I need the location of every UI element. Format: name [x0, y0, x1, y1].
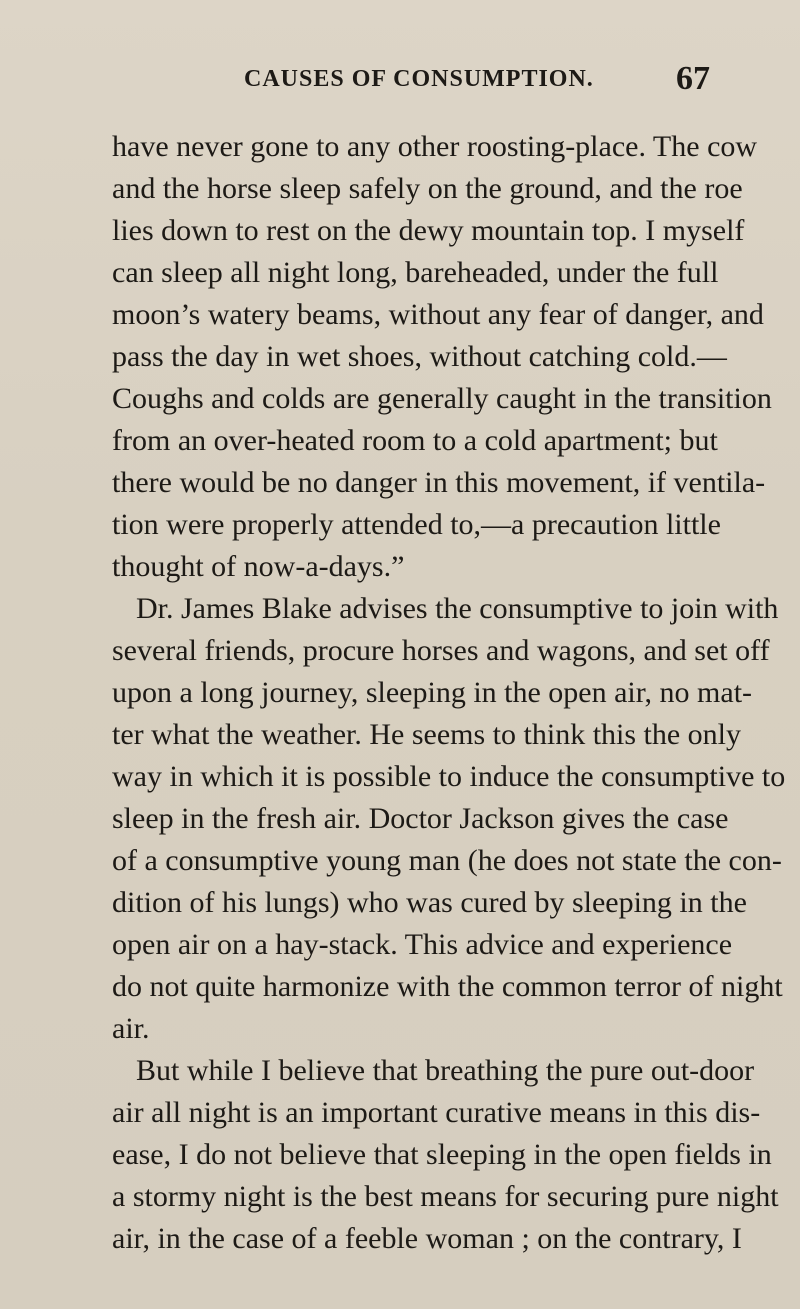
text-line: air.: [112, 1012, 150, 1045]
page-number: 67: [676, 60, 710, 97]
text-line: do not quite harmonize with the common terror of night: [112, 970, 783, 1003]
text-line: Coughs and colds are generally caught in the transition: [112, 382, 772, 415]
text-line: moon’s watery beams, without any fear of danger, and: [112, 298, 764, 331]
text-line: ease, I do not believe that sleeping in the open fields in: [112, 1138, 772, 1171]
body-text: [112, 126, 786, 1260]
text-line: Dr. James Blake advises the consumptive to join with: [136, 592, 779, 625]
text-line: sleep in the fresh air. Doctor Jackson gives the case: [112, 802, 729, 835]
text-line: air, in the case of a feeble woman ; on the contrary, I: [112, 1222, 742, 1255]
text-line: air all night is an important curative means in this dis-: [112, 1096, 761, 1129]
text-line: several friends, procure horses and wagons, and set off: [112, 634, 770, 667]
text-line: tion were properly attended to,—a precaution little: [112, 508, 721, 541]
text-line: ter what the weather. He seems to think this the only: [112, 718, 742, 751]
text-line: and the horse sleep safely on the ground, and the roe: [112, 172, 743, 205]
running-head: CAUSES OF CONSUMPTION.: [244, 66, 594, 92]
page-header: [0, 62, 800, 102]
text-line: from an over-heated room to a cold apartment; but: [112, 424, 718, 457]
text-line: pass the day in wet shoes, without catching cold.—: [112, 340, 727, 373]
text-line: a stormy night is the best means for securing pure night: [112, 1180, 779, 1213]
text-line: can sleep all night long, bareheaded, under the full: [112, 256, 719, 289]
text-line: But while I believe that breathing the pure out-door: [136, 1054, 755, 1087]
text-line: have never gone to any other roosting-place. The cow: [112, 130, 758, 163]
text-line: way in which it is possible to induce the consumptive to: [112, 760, 786, 793]
text-line: dition of his lungs) who was cured by sleeping in the: [112, 886, 747, 919]
text-line: of a consumptive young man (he does not state the con-: [112, 844, 782, 877]
text-line: open air on a hay-stack. This advice and experience: [112, 928, 733, 961]
text-line: thought of now-a-days.”: [112, 550, 405, 583]
text-line: there would be no danger in this movement, if ventila-: [112, 466, 766, 499]
text-line: upon a long journey, sleeping in the open air, no mat-: [112, 676, 753, 709]
text-line: lies down to rest on the dewy mountain top. I myself: [112, 214, 745, 247]
